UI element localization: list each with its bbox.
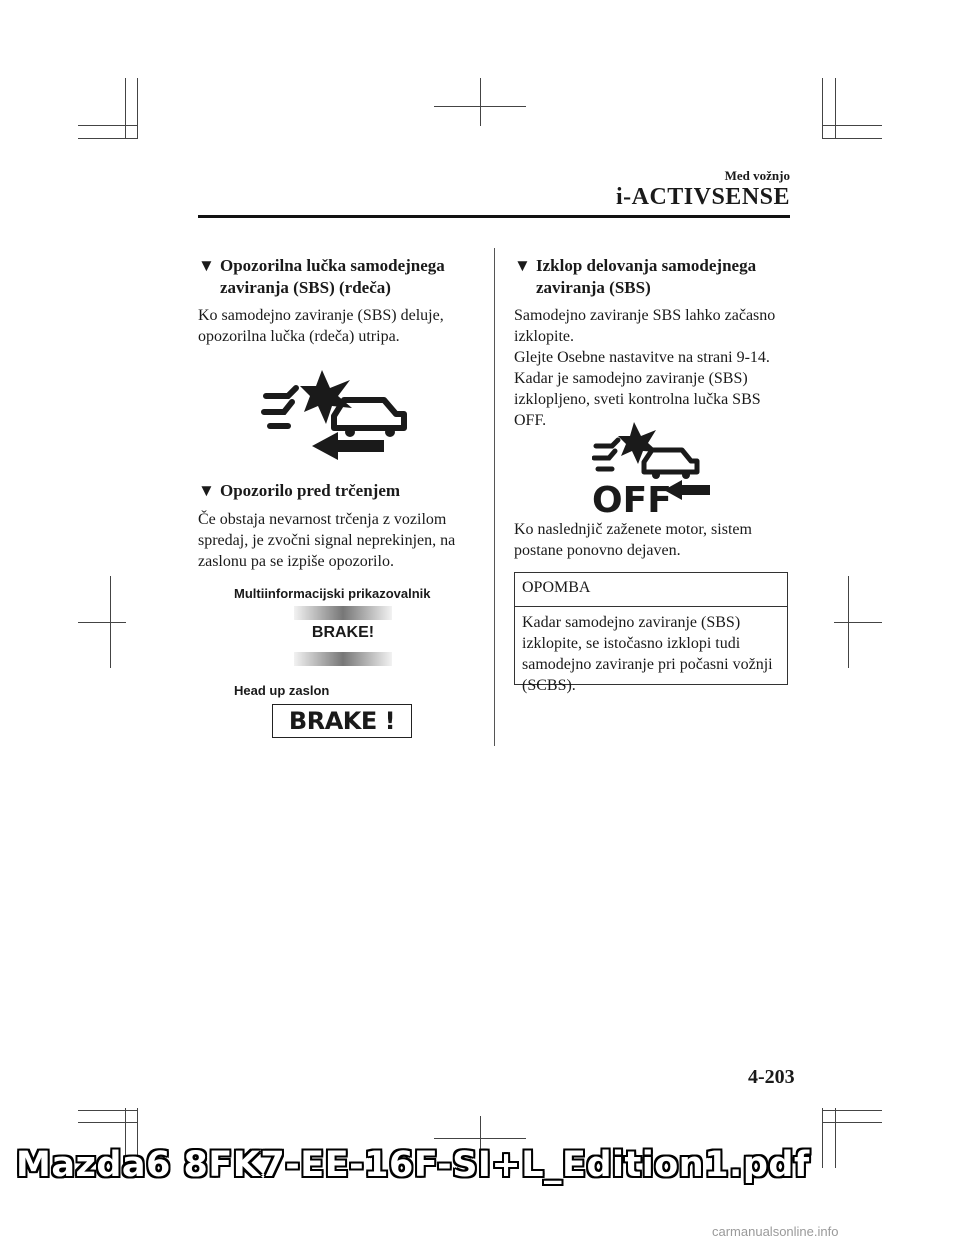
hud-brake-display: BRAKE ! (272, 704, 412, 738)
section-title: Med vožnjo (724, 168, 790, 183)
paragraph-sbs-operation: Ko samodejno zaviranje (SBS) deluje, opozorilna lučka (rdeča) utripa. (198, 307, 444, 345)
multi-info-display-label: Multiinformacijski prikazovalnik (234, 586, 431, 601)
note-title: OPOMBA (515, 573, 787, 607)
sbs-warning-icon (260, 360, 420, 465)
watermark: carmanualsonline.info (712, 1224, 839, 1239)
hud-label: Head up zaslon (234, 683, 330, 698)
header-rule (198, 215, 790, 218)
paragraph-sbs-off: Samodejno zaviranje SBS lahko začasno izklopite. Glejte Osebne nastavitve na strani 9-14. Kadar je samodejno zaviranje (SBS) izklopljeno, sveti kontrolna lučka SBS OFF. (514, 307, 776, 429)
heading-sbs-off: ▼ Izklop delovanja samodejnega zaviranja (SBS) (514, 256, 757, 297)
display-bar-bottom (294, 652, 392, 666)
note-body: Kadar samodejno zaviranje (SBS) izklopite, se istočasno izklopi tudi samodejno zaviranje pri počasni vožnji (SCBS). (522, 614, 773, 694)
display-brake-text: BRAKE! (311, 624, 375, 641)
heading-triangle-icon: ▼ (198, 481, 215, 500)
heading-collision-warning: ▼ Opozorilo pred trčenjem (198, 481, 401, 500)
sbs-off-icon (592, 418, 716, 516)
heading-sbs-warning-light: ▼ Opozorilna lučka samodejnega zaviranja (SBS) (rdeča) (198, 256, 445, 297)
footer-filename: Mazda6 8FK7-EE-16F-SI+L_Edition1.pdf (16, 1145, 810, 1185)
column-divider (494, 248, 495, 746)
heading-triangle-icon: ▼ (198, 256, 215, 275)
paragraph-restart: Ko naslednjič zaženete motor, sistem postane ponovno dejaven. (514, 521, 752, 559)
note-box (514, 572, 788, 694)
display-bar-top (294, 606, 392, 620)
heading-triangle-icon: ▼ (514, 256, 531, 275)
chapter-title: i-ACTIVSENSE (615, 184, 790, 210)
page-number: 4-203 (748, 1066, 795, 1088)
paragraph-collision-warning: Če obstaja nevarnost trčenja z vozilom spredaj, je zvočni signal neprekinjen, na zaslonu pa se izpiše opozorilo. (198, 511, 456, 570)
off-text: OFF (592, 480, 672, 516)
